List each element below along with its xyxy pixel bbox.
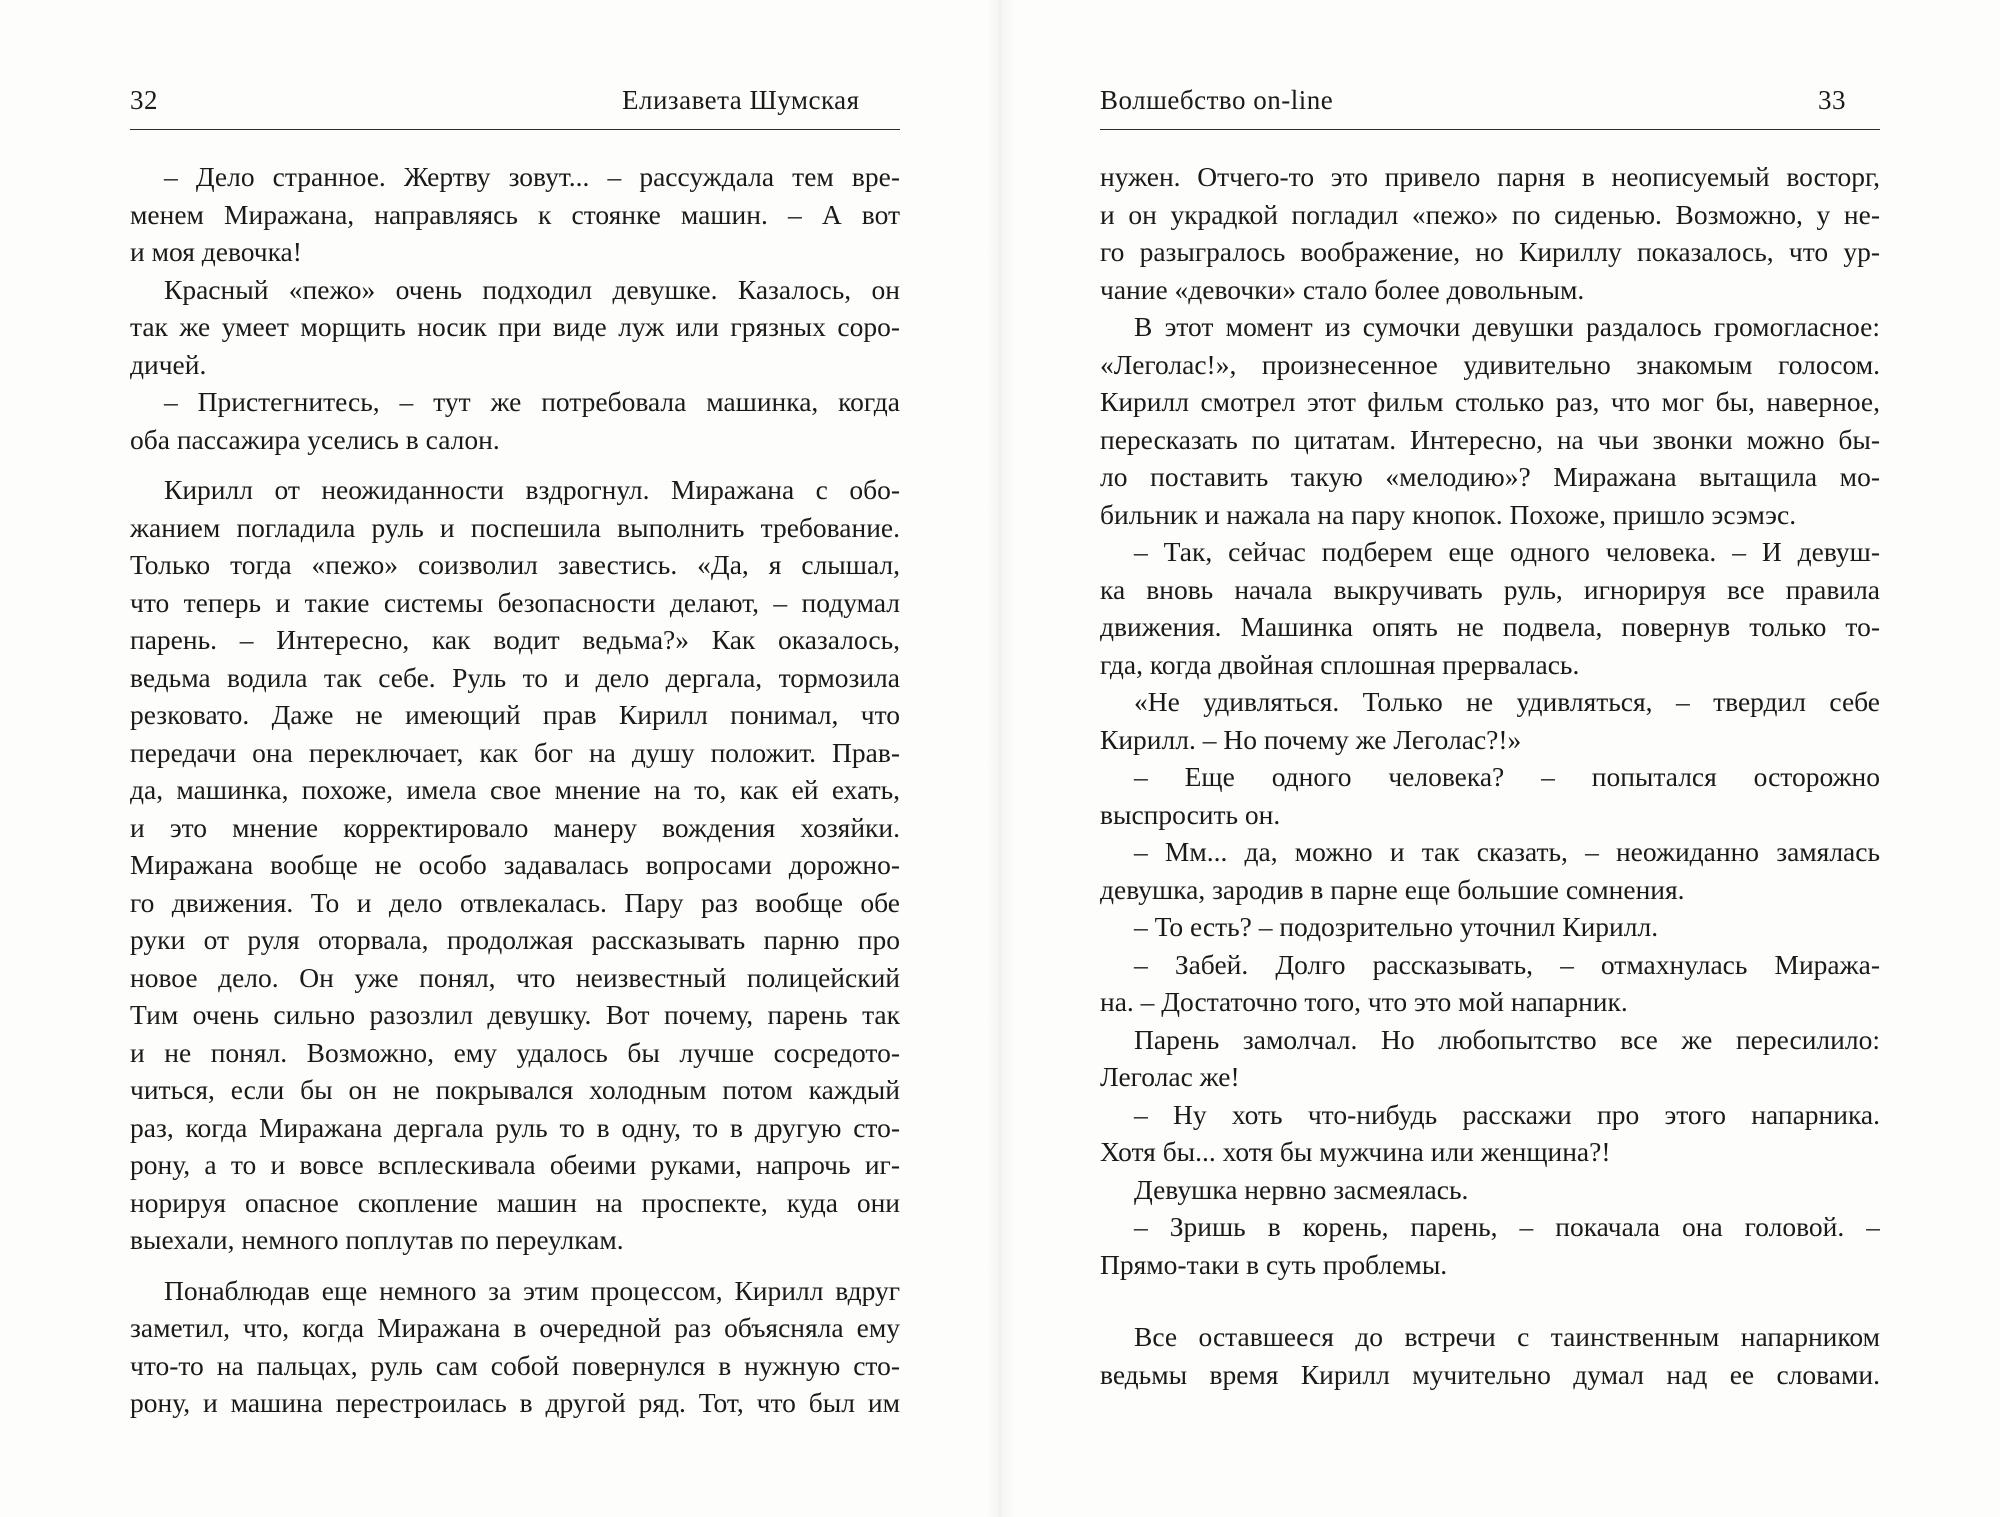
text-line: оба пассажира уселись в салон. <box>130 423 500 455</box>
text-line: В этот момент из сумочки девушки раздалось громогласное: <box>1134 311 1880 342</box>
right-running-head: Волшебство on-line <box>1100 85 1334 115</box>
text-line: – Забей. Долго рассказывать, – отмахнулась Миража- <box>1134 948 1880 980</box>
right-header-rule <box>1100 129 1880 130</box>
text-line: – Дело странное. Жертву зовут... – рассуждала тем вре- <box>164 161 900 192</box>
text-line: выехали, немного поплутав по переулкам. <box>130 1224 624 1255</box>
text-line: – Мм... да, можно и так сказать, – неожиданно замялась <box>1134 836 1880 867</box>
right-body-text <box>1100 158 1880 1393</box>
text-line: Хотя бы... хотя бы мужчина или женщина?! <box>1100 1136 1611 1167</box>
text-line: новое дело. Он уже понял, что неизвестный полицейский <box>130 961 900 993</box>
text-line: го разыгралось воображение, но Кириллу показалось, что ур- <box>1100 236 1880 267</box>
text-line: читься, если бы он не покрывался холодным потом каждый <box>130 1074 900 1105</box>
text-line: движения. Машинка опять не подвела, повернув только то- <box>1100 611 1880 642</box>
left-running-head: Елизавета Шумская <box>622 85 860 115</box>
text-line: Понаблюдав еще немного за этим процессом, Кирилл вдруг <box>164 1274 900 1306</box>
text-line: Миражана вообще не особо задавалась вопросами дорожно- <box>130 849 900 880</box>
text-line: раз, когда Миражана дергала руль то в одну, то в другую сто- <box>130 1111 900 1143</box>
text-line: норируя опасное скопление машин на проспекте, куда они <box>130 1186 900 1218</box>
text-line: чание «девочки» стало более довольным. <box>1100 273 1585 305</box>
text-line: – Ну хоть что-нибудь расскажи про этого напарника. <box>1134 1098 1880 1130</box>
text-line: парень. – Интересно, как водит ведьма?» Как оказалось, <box>130 624 900 655</box>
text-line: Все оставшееся до встречи с таинственным напарником <box>1134 1321 1880 1352</box>
text-line: Парень замолчал. Но любопытство все же пересилило: <box>1134 1023 1880 1055</box>
text-line: Прямо-таки в суть проблемы. <box>1100 1248 1448 1280</box>
text-line: «Не удивляться. Только не удивляться, – твердил себе <box>1134 686 1880 717</box>
text-line: рону, а то и вовсе всплескивала обеими руками, напрочь иг- <box>130 1149 900 1180</box>
text-line: Тим очень сильно разозлил девушку. Вот почему, парень так <box>130 999 900 1030</box>
text-line: ло поставить такую «мелодию»? Миражана вытащила мо- <box>1100 461 1880 492</box>
text-line: – Зришь в корень, парень, – покачала она головой. – <box>1134 1211 1880 1242</box>
text-line: резковато. Даже не имеющий прав Кирилл понимал, что <box>130 699 900 730</box>
text-line: заметил, что, когда Миражана в очередной раз объясняла ему <box>130 1312 900 1343</box>
text-line: выспросить он. <box>1100 798 1281 830</box>
text-line: передачи она переключает, как бог на душу положит. Прав- <box>130 736 900 768</box>
text-line: дичей. <box>130 348 207 380</box>
text-line: – Так, сейчас подберем еще одного человека. – И девуш- <box>1134 536 1880 567</box>
text-line: нужен. Отчего-то это привело парня в неописуемый восторг, <box>1100 161 1880 192</box>
text-line: пересказать по цитатам. Интересно, на чьи звонки можно бы- <box>1100 423 1880 455</box>
text-line: ведьмы время Кирилл мучительно думал над ее словами. <box>1100 1358 1880 1390</box>
text-line: – Еще одного человека? – попытался осторожно <box>1134 761 1880 792</box>
left-header-rule <box>130 129 900 130</box>
text-line: и моя девочка! <box>130 236 302 267</box>
text-line: «Леголас!», произнесенное удивительно знакомым голосом. <box>1100 348 1880 380</box>
text-line: бильник и нажала на пару кнопок. Похоже, пришло эсэмэс. <box>1100 498 1797 530</box>
text-line: ведьма водила так себе. Руль то и дело дергала, тормозила <box>130 661 900 693</box>
text-line: что теперь и такие системы безопасности делают, – подумал <box>130 586 900 618</box>
text-line: и он украдкой погладил «пежо» по сиденью. Возможно, у не- <box>1100 198 1880 230</box>
text-line: так же умеет морщить носик при виде луж или грязных соро- <box>130 311 900 342</box>
text-line: Леголас же! <box>1100 1061 1240 1092</box>
text-line: – Пристегнитесь, – тут же потребовала машинка, когда <box>164 386 900 417</box>
text-line: го движения. То и дело отвлекалась. Пару раз вообще обе <box>130 886 900 918</box>
left-page-number: 32 <box>130 85 158 115</box>
right-page <box>1000 0 2000 1517</box>
right-page-number: 33 <box>1818 85 1846 115</box>
text-line: Кирилл от неожиданности вздрогнул. Миражана с обо- <box>164 474 900 505</box>
text-line: Только тогда «пежо» соизволил завестись. «Да, я слышал, <box>130 549 900 580</box>
text-line: рону, и машина перестроилась в другой ряд. Тот, что был им <box>130 1387 900 1418</box>
left-body-text <box>130 158 900 1422</box>
text-line: Красный «пежо» очень подходил девушке. Казалось, он <box>164 273 900 305</box>
text-line: Кирилл. – Но почему же Леголас?!» <box>1100 723 1522 755</box>
text-line: гда, когда двойная сплошная прервалась. <box>1100 648 1580 680</box>
text-line: да, машинка, похоже, имела свое мнение на то, как ей ехать, <box>130 774 900 805</box>
text-line: что-то на пальцах, руль сам собой повернулся в нужную сто- <box>130 1349 900 1381</box>
text-line: менем Миражана, направляясь к стоянке машин. – А вот <box>130 198 900 230</box>
text-line: и это мнение корректировало манеру вождения хозяйки. <box>130 811 900 843</box>
text-line: Кирилл смотрел этот фильм столько раз, что мог бы, наверное, <box>1100 386 1880 417</box>
text-line: руки от руля оторвала, продолжая рассказывать парню про <box>130 924 900 955</box>
text-line: жанием погладила руль и поспешила выполнить требование. <box>130 511 900 543</box>
text-line: на. – Достаточно того, что это мой напарник. <box>1100 986 1628 1017</box>
text-line: девушка, зародив в парне еще большие сомнения. <box>1100 873 1685 905</box>
text-line: и не понял. Возможно, ему удалось бы лучше сосредото- <box>130 1036 900 1068</box>
text-line: ка вновь начала выкручивать руль, игнорируя все правила <box>1100 573 1880 605</box>
text-line: – То есть? – подозрительно уточнил Кирилл. <box>1134 911 1659 942</box>
text-line: Девушка нервно засмеялась. <box>1134 1173 1469 1205</box>
